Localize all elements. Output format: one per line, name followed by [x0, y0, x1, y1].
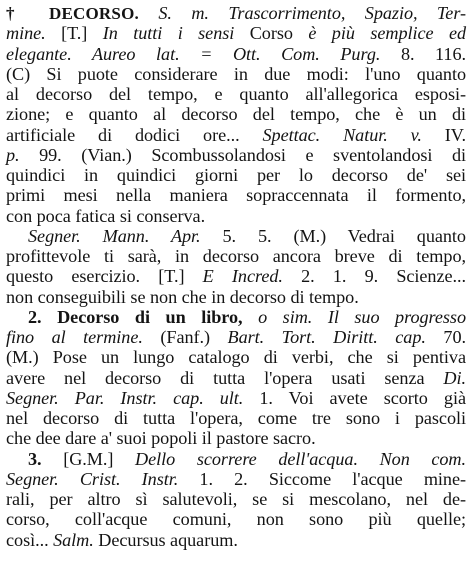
note-text-roman: Corso: [249, 23, 293, 44]
quote-text: questo esercizio. [T.]: [6, 266, 185, 287]
entry-line-13: [6, 246, 466, 266]
entry-line-10: [6, 185, 466, 205]
entry-line-12: [6, 226, 466, 246]
grammar-abbrev: S. m.: [158, 3, 209, 23]
entry-line-11: [6, 206, 466, 226]
quote-text: 5. 5. (M.) Vedrai quanto: [222, 225, 466, 246]
source-citation: Segner. Crist. Instr.: [6, 468, 179, 489]
entry-line-16: [6, 307, 466, 327]
entry-line-2: [6, 23, 466, 43]
contributor-mark: [G.M.]: [63, 448, 114, 469]
quote-text: quindici in quindici giorni per lo decorso de' sei: [6, 165, 466, 185]
quote-text: così...: [6, 529, 49, 550]
entry-line-1: [6, 3, 466, 23]
entry-line-9: [6, 165, 466, 185]
entry-line-19: [6, 368, 466, 388]
entry-line-20: [6, 388, 466, 408]
quote-text: profittevole ti sarà, in decorso ancora breve di tempo,: [6, 246, 466, 266]
quote-text-italic: Di.: [443, 367, 467, 388]
quote-text: 1. 2. Siccome l'acque mine-: [199, 468, 467, 489]
entry-line-15: [6, 287, 466, 307]
entry-line-26: [6, 509, 466, 529]
definition-text: Dello scorrere dell'acqua. Non com.: [135, 448, 467, 469]
entry-line-7: [6, 125, 466, 145]
source-citation: = Ott. Com. Purg.: [200, 43, 381, 64]
entry-line-14: [6, 266, 466, 286]
definition-text: o sim. Il suo progresso: [258, 306, 467, 327]
contributor-mark: (Fanf.): [160, 327, 211, 347]
quote-text: 1. Voi avete scorto già: [259, 387, 466, 408]
quote-text: corso, coll'acque comuni, non sono più quelle;: [6, 509, 466, 530]
sense-heading: 3.: [28, 448, 42, 469]
quote-text: al decorso del tempo, e quanto all'allegorica esposi-: [6, 84, 466, 104]
citation-number: 8. 116.: [400, 43, 467, 64]
quote-text: con poca fatica si conserva.: [6, 205, 206, 226]
entry-line-22: [6, 428, 466, 448]
entry-line-21: [6, 408, 466, 428]
entry-line-3: [6, 44, 466, 64]
entry-line-17: [6, 327, 466, 347]
editor-mark: [T.]: [61, 23, 88, 44]
source-citation: Segner. Par. Instr. cap. ult.: [6, 387, 244, 408]
note-text: In tutti i sensi: [102, 23, 235, 44]
source-citation: Segner. Mann. Apr.: [28, 225, 201, 246]
citation-number: IV.: [444, 124, 466, 145]
definition-text: Trascorrimento, Spazio, Ter-: [228, 3, 467, 23]
quote-text: nel decorso di tutta l'opera, come tre sono i pascoli: [6, 408, 466, 428]
note-text: elegante. Aureo lat.: [6, 43, 180, 64]
latin-quote: Decursus aquarum.: [98, 529, 238, 550]
entry-line-18: [6, 347, 466, 367]
source-citation: Bart. Tort. Diritt. cap.: [227, 327, 426, 347]
quote-text: (C) Si puote considerare in due modi: l'uno quanto: [6, 63, 466, 84]
source-citation: Spettac. Natur. v.: [262, 124, 422, 145]
entry-line-4: [6, 64, 466, 84]
entry-line-25: [6, 489, 466, 509]
entry-line-8: [6, 145, 466, 165]
entry-line-24: [6, 469, 466, 489]
definition-text: fino al termine.: [6, 327, 143, 347]
quote-text: artificiale di dodici ore...: [6, 124, 240, 145]
source-citation: E Incred.: [202, 266, 283, 287]
source-citation: p.: [6, 144, 20, 165]
entry-line-5: [6, 84, 466, 104]
quote-text: 99. (Vian.) Scombussolandosi e sventolandosi di: [39, 144, 466, 165]
source-citation: Salm.: [53, 529, 94, 550]
quote-text: che dee dare a' suoi popoli il pastore sacro.: [6, 428, 316, 449]
definition-text: mine.: [6, 23, 46, 44]
quote-text: 2. 1. 9. Scienze...: [301, 266, 467, 287]
entry-line-6: [6, 104, 466, 124]
quote-text: (M.) Pose un lungo catalogo di verbi, che si pentiva: [6, 347, 466, 368]
quote-text: non conseguibili se non che in decorso di tempo.: [6, 286, 359, 307]
quote-text: primi mesi nella maniera sopraccennata il formento,: [6, 185, 466, 206]
quote-text: zione; e quanto al decorso del tempo, che è un di: [6, 104, 466, 125]
entry-line-27: [6, 530, 466, 550]
quote-text: rali, per altro sì salutevoli, se si mescolano, nel de-: [6, 489, 466, 509]
note-text: è più semplice ed: [308, 23, 467, 44]
entry-line-23: [6, 449, 466, 469]
quote-text: avere nel decorso di tutta l'opera usati senza: [6, 367, 425, 388]
headword: † DECORSO.: [6, 4, 139, 23]
citation-number: 70.: [443, 327, 467, 347]
sense-heading: 2. Decorso di un libro,: [28, 306, 243, 327]
